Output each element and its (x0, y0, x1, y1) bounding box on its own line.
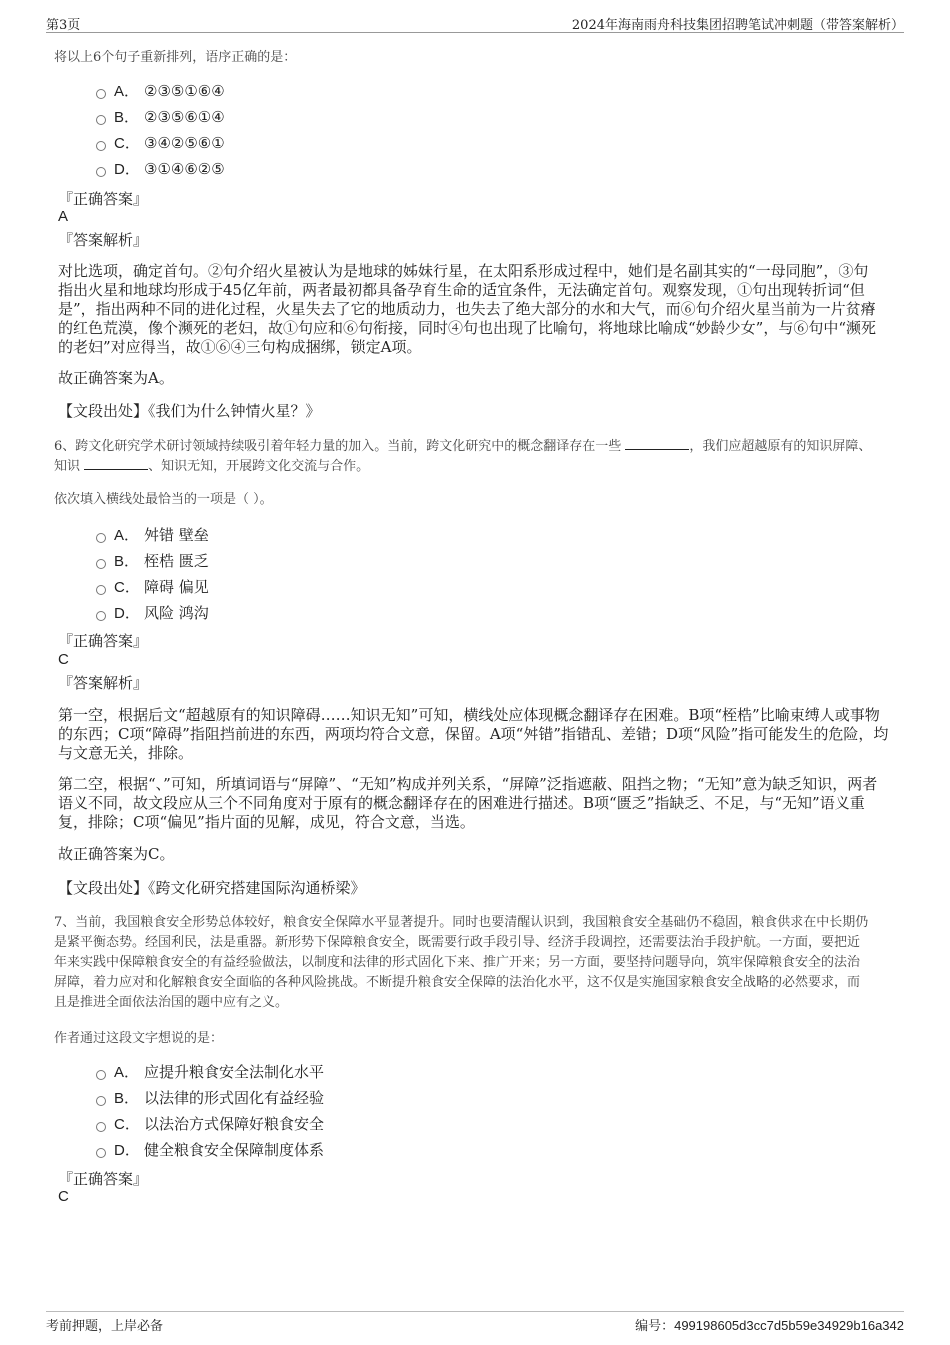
q7-answer-label: 『正确答案』 (58, 1170, 149, 1188)
q6-source: 【文段出处】《跨文化研究搭建国际沟通桥梁》 (58, 879, 366, 897)
q6-option-a[interactable]: A． 舛错 壁垒 (96, 524, 209, 546)
q6-analysis-label: 『答案解析』 (58, 674, 149, 692)
q6-option-c[interactable]: C． 障碍 偏见 (96, 576, 209, 598)
page-footer (46, 1311, 904, 1334)
document-title: 2024年海南雨舟科技集团招聘笔试冲刺题（带答案解析） (571, 18, 904, 33)
q7-option-b[interactable]: B． 以法律的形式固化有益经验 (96, 1087, 324, 1109)
q5-source: 【文段出处】《我们为什么钟情火星？》 (58, 402, 321, 420)
q5-analysis-label: 『答案解析』 (58, 231, 149, 249)
radio-icon[interactable] (96, 533, 106, 543)
radio-icon[interactable] (96, 1070, 106, 1080)
radio-icon[interactable] (96, 141, 106, 151)
radio-icon[interactable] (96, 167, 106, 177)
radio-icon[interactable] (96, 1096, 106, 1106)
radio-icon[interactable] (96, 89, 106, 99)
page-header (46, 12, 904, 33)
q5-option-b[interactable]: B． ②③⑤⑥①④ (96, 106, 225, 128)
q6-answer-label: 『正确答案』 (58, 632, 149, 650)
q6-conclusion: 故正确答案为C。 (58, 845, 175, 863)
q6-option-b[interactable]: B． 桎梏 匮乏 (96, 550, 209, 572)
q6-option-d[interactable]: D． 风险 鸿沟 (96, 602, 209, 624)
q6-answer: C (58, 651, 69, 668)
page-number: 第3页 (46, 18, 81, 33)
q5-option-c[interactable]: C． ③④②⑤⑥① (96, 132, 225, 154)
blank-line (625, 437, 689, 450)
q5-option-a[interactable]: A． ②③⑤①⑥④ (96, 80, 225, 102)
q6-analysis-first: 第一空，根据后文“超越原有的知识障碍……知识无知”可知，横线处应体现概念翻译存在困难。B项“桎梏”比喻束缚人或事物 的东西；C项“障碍”指阻挡前进的东西，两项均符合文意，保留。A项“舛错”指错乱、差错；D项“风险”指可能发生的危险，均 与文意无关，排除。 (58, 706, 889, 762)
q7-option-a[interactable]: A． 应提升粮食安全法制化水平 (96, 1061, 324, 1083)
q7-option-c[interactable]: C． 以法治方式保障好粮食安全 (96, 1113, 324, 1135)
radio-icon[interactable] (96, 611, 106, 621)
radio-icon[interactable] (96, 1122, 106, 1132)
q6-analysis-second: 第二空，根据“、”可知，所填词语与“屏障”、“无知”构成并列关系，“屏障”泛指遮蔽、阻挡之物；“无知”意为缺乏知识，两者 语义不同，故文段应从三个不同角度对于原有的概念翻译存在的困难进行描述。B项“匮乏”指缺乏、不足，与“无知”语义重 复，排除；C项“偏见”指片面的见解，成见，符合文意，当选。 (58, 775, 878, 831)
q7-answer: C (58, 1188, 69, 1205)
q6-prompt: 依次填入横线处最恰当的一项是（ ）。 (54, 492, 273, 507)
radio-icon[interactable] (96, 585, 106, 595)
q5-answer-label: 『正确答案』 (58, 190, 149, 208)
q6-stem: 6、跨文化研究学术研讨领域持续吸引着年轻力量的加入。当前，跨文化研究中的概念翻译存在一些 ，我们应超越原有的知识屏障、 知识 、知识无知，开展跨文化交流与合作。 (54, 439, 872, 474)
q5-option-d[interactable]: D． ③①④⑥②⑤ (96, 158, 225, 180)
q7-prompt: 作者通过这段文字想说的是： (54, 1031, 224, 1046)
q5-conclusion: 故正确答案为A。 (58, 369, 174, 387)
radio-icon[interactable] (96, 1148, 106, 1158)
blank-line (84, 457, 148, 470)
q7-option-d[interactable]: D． 健全粮食安全保障制度体系 (96, 1139, 324, 1161)
footer-slogan: 考前押题，上岸必备 (46, 1319, 164, 1334)
q7-stem: 7、当前，我国粮食安全形势总体较好，粮食安全保障水平显著提升。同时也要清醒认识到，我国粮食安全基础仍不稳固，粮食供求在中长期仍 是紧平衡态势。经国利民，法是重器。新形势下保障粮食安全，既需要行政手段引导、经济手段调控，还需要法治手段护航。一方面，要把近 年来实践中保障粮食安全的有益经验做法，以制度和法律的形式固化下来、推广开来；另一方面，要坚持问题导向，筑牢保障粮食安全的法治 屏障，着力应对和化解粮食安全面临的各种风险挑战。不断提升粮食安全保障的法治化水平，这不仅是实施国家粮食安全战略的必然要求，而 且是推进全面依法治国的题中应有之义。 (54, 915, 869, 1010)
document-code: 编号：499198605d3cc7d5b59e34929b16a342 (635, 1318, 904, 1334)
radio-icon[interactable] (96, 559, 106, 569)
q5-prompt: 将以上6个句子重新排列，语序正确的是： (54, 50, 297, 65)
q5-analysis: 对比选项，确定首句。②句介绍火星被认为是地球的姊妹行星，在太阳系形成过程中，她们是名副其实的“一母同胞”，③句 指出火星和地球均形成于45亿年前，两者最初都具备孕育生命的适宜条件，无法确定首句。观察发现，①句出现转折词“但 是”，指出两种不同的进化过程，火星失去了它的地质动力，也失去了绝大部分的水和大气，而⑥句介绍火星当前为一片贫瘠 的红色荒漠，像个濒死的老妇，故①句应和⑥句衔接，同时④句也出现了比喻句，将地球比喻成“妙龄少女”，与⑥句中“濒死 的老妇”对应得当，故①⑥④三句构成捆绑，锁定A项。 (58, 262, 877, 356)
radio-icon[interactable] (96, 115, 106, 125)
q5-answer: A (58, 208, 69, 225)
